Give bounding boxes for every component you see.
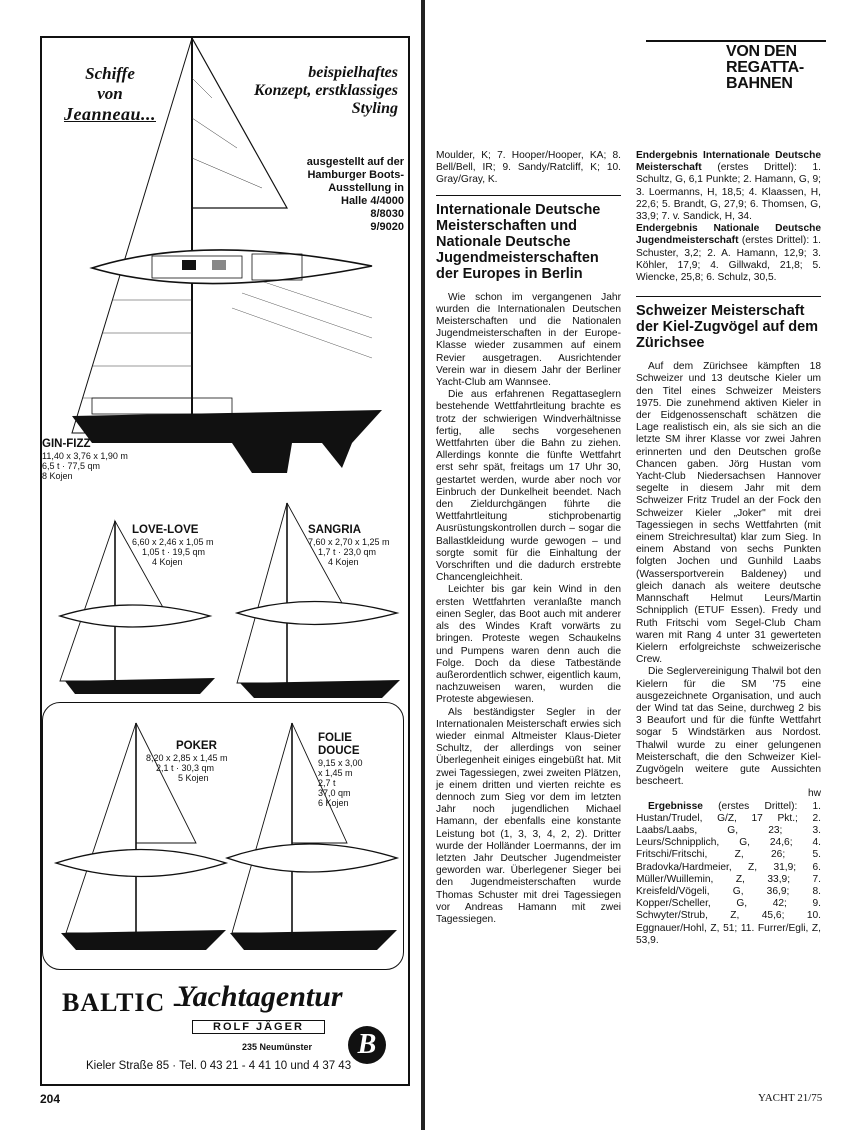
spec-sangria: [308, 524, 390, 567]
ad-title-line1: Schiffe: [85, 64, 135, 83]
dealer-word: BALTIC -: [62, 988, 183, 1017]
spec-line: 6 Kojen: [318, 798, 349, 808]
boat-name: POKER: [176, 740, 217, 752]
result-block-international: [636, 150, 821, 223]
author-signature: hw: [807, 788, 821, 800]
spec-line: 8 Kojen: [42, 471, 73, 481]
dealer-address: Kieler Straße 85 · Tel. 0 43 21 - 4 41 10 und 4 37 43: [86, 1060, 352, 1072]
intro-results: Moulder, K; 7. Hooper/Hooper, KA; 8. Bell/Bell, IR; 9. Sandy/Ratcliff, K; 10. Gray/Gray, K.: [436, 150, 621, 186]
dealer-script: Yachtagentur: [177, 980, 343, 1013]
spec-line: 6,5 t · 77,5 qm: [42, 461, 101, 471]
spec-line: x 1,45 m: [318, 768, 353, 778]
spec-line: 7,60 x 2,70 x 1,25 m: [308, 537, 390, 547]
spec-line: 2,1 t · 30,3 qm: [156, 763, 215, 773]
spec-line: 9,15 x 3,00: [318, 758, 363, 768]
boat-name: LOVE-LOVE: [132, 524, 199, 536]
spec-line: 1,05 t · 19,5 qm: [142, 547, 206, 557]
page-number: 204: [40, 1092, 61, 1106]
spec-folie-douce: [318, 732, 388, 808]
spec-poker: [146, 740, 228, 783]
exhibit-line: Hamburger Boots-: [307, 169, 404, 181]
dealer-logo-icon: B: [348, 1026, 386, 1064]
article-paragraph: Leichter bis gar kein Wind in den ersten Wettfahrten veranlaßte manch einen Segler, das Boot auch mit anderer als des Windes Kraft vorwärts zu bringen. Proteste wegen Schaukelns und Pumpens waren denn auch die Folge. Doch da diese Tatbestände außerordentlich schwer, eigentlich kaum, nachzuweisen waren, wurden die Proteste abgewiesen.: [436, 584, 621, 706]
ad-claim: beispielhaftes Konzept, erstklassiges Styling: [253, 64, 398, 117]
spec-line: 4 Kojen: [328, 557, 359, 567]
spec-gin-fizz: [42, 438, 128, 481]
jeanneau-advertisement: [40, 36, 410, 1086]
exhibit-line: Halle 4/4000: [341, 195, 404, 207]
spec-line: 6,60 x 2,46 x 1,05 m: [132, 537, 214, 547]
dealer-block: [42, 974, 408, 1084]
spec-line: 5 Kojen: [178, 773, 209, 783]
article-paragraph: Wie schon im vergangenen Jahr wurden die Internationalen Deutschen Meisterschaften und die Nationalen Jugendmeisterschaften in der Europe-Klasse wieder zusammen auf einem Revier ausgetragen. Ausrichtender Verein war in diesem Jahr der Berliner Yacht-Club am Wannsee.: [436, 291, 621, 389]
spec-line: 2,7 t: [318, 778, 336, 788]
result-block-youth: [636, 223, 821, 284]
exhibit-line: 8/8030: [370, 208, 404, 220]
article-column-1: [436, 150, 621, 926]
article-column-2: [636, 150, 821, 947]
dealer-city: 235 Neumünster: [242, 1042, 313, 1052]
spec-line: 4 Kojen: [152, 557, 183, 567]
boat-name: FOLIE DOUCE: [318, 732, 360, 757]
headline-europe: Internationale Deutsche Meisterschaften und Nationale Deutsche Jugendmeisterschaften der Europes in Berlin: [436, 201, 601, 282]
spec-line: 8,20 x 2,85 x 1,45 m: [146, 753, 228, 763]
magazine-issue: YACHT 21/75: [758, 1092, 823, 1104]
spec-line: 1,7 t · 23,0 qm: [318, 547, 377, 557]
result-body: (erstes Drittel): 1. Schuster, 3,2; 2. A. Hamann, 12,9; 3. Köhler, 17,9; 4. Gillwakd, 21,8; 5. Wiencke, 25,8; 6. Schulz, 30,5.: [636, 235, 821, 284]
result-body: (erstes Drittel): 1. Hustan/Trudel, G/Z, 17 Pkt.; 2. Laabs/Laabs, G, 23; 3. Leurs/Schnipplich, G, 24,6; 4. Fritschi/Fritschi, Z, 26; 5. Bradovka/Hardmeier, Z, 31,9; 6. Müller/Wuillemin, Z, 33,9; 7. Kreisfeld/Vögeli, G, 36,9; 8. Kopper/Scheller, G, 42; 9. Schwyter/Strub, Z, 45,6; 10. Eggnauer/Hohl, Z, 51; 11. Furrer/Egli, Z, 53,9.: [636, 800, 821, 946]
article-paragraph: Die Seglervereinigung Thalwil bot den Kielern für die SM '75 eine ausgezeichnete Organisation, und auch der Wind tat das Seine, durchweg 2 bis 3 Beaufort und für die fünfte Wettfahrt sogar 5 Windstärken aus Nordost. Thalwil wurde zu einer gelungenen Meisterschaft, die den Schweizer Kiel-Zugvögeln weitere gute Aussichten bescheert.: [636, 666, 821, 788]
headline-kiel-zugvoegel: Schweizer Meisterschaft der Kiel-Zugvögel auf dem Zürichsee: [636, 303, 819, 352]
result-heading: Ergebnisse: [648, 800, 703, 812]
spec-love-love: [132, 524, 214, 567]
gin-fizz-illustration: [52, 38, 402, 478]
exhibit-line: 9/9020: [370, 221, 404, 233]
exhibit-line: Ausstellung in: [328, 182, 404, 194]
result-heading: Endergebnis Nationale Deutsche Jugendmeisterschaft: [636, 223, 821, 247]
article-paragraph: Als beständigster Segler in der Internationalen Meisterschaft erwies sich wieder einmal Altmeister Klaus-Dieter Schultz, der allerdings von seiner Überlegenheit einiges eingebüßt hat. Mit zwei Tagessiegen, zwei zweiten Plätzen, je einem dritten und vierten reichte es dennoch zum Sieg vor dem im letzten Jahr noch jugendlichen Michael Hamann, der ebenfalls eine konstante Leistung bot (1, 3, 3, 4, 2, 2). Dritter wurde der Holländer Loermanns, der im letzten Jahr Deutscher Jugendmeister geworden war. Überlegener Sieger bei den Jugendmeisterschaften wurde Thomas Schuster mit drei Tagessiegen vor Andreas Hamann mit zwei Tagessiegen.: [436, 706, 621, 925]
exhibit-line: ausgestellt auf der: [306, 156, 404, 168]
column-rule: [636, 296, 821, 297]
result-body: (erstes Drittel): 1. Schultz, G, 6,1 Punkte; 2. Hamann, G, 9; 3. Loermanns, H, 18,5; 4. Klaassen, H, 22,6; 5. Brandt, G, 27,9; 6. Thomsen, G, 33,9; 7. v. Sandick, H, 34.: [636, 162, 821, 223]
article-paragraph: Auf dem Zürichsee kämpften 18 Schweizer und 13 deutsche Kieler um den Titel eines Schweizer Meisters 1975. Die zunehmend aktiven Kieler in der Eidgenossenschaft schätzen die Lage realistisch ein, als sie sich an die letzte SM ihrer Klasse vor zwei Jahren erinnerten und den Deutschen große Chancen gaben. Jörg Hustan vom Yacht-Club Niedersachsen Hannover segelte in diesem Jahr mit dem Schweizer Fritz Trudel an der Fock den Schweizer Kieler „Joker" mit drei Tagessiegen in sechs Wettfahrten (mit einem Streichresultat) klar zum Sieg. In einem Abstand von sechs Punkten folgten Jochen und Gunhild Laabs (Wassersportverein Baldeney) und gleich danach als weitere deutsche Mannschaft Helmut Leurs/Martin Schnipplich (ETUF Essen). Fredy und Ruth Fritschi vom Segel-Club Cham waren mit Rang 4 unter 31 gewerteten Kielern erfolgreichste schweizerische Crew.: [636, 361, 821, 666]
spec-line: 37,0 qm: [318, 788, 351, 798]
result-heading: Endergebnis Internationale Deutsche Meisterschaft: [636, 150, 821, 174]
ad-brand-logo: Jeanneau...: [63, 104, 156, 124]
boat-name: SANGRIA: [308, 524, 362, 536]
page-gutter: [421, 0, 425, 1130]
spec-line: 11,40 x 3,76 x 1,90 m: [42, 451, 128, 461]
boat-name: GIN-FIZZ: [42, 438, 91, 450]
dealer-owner: ROLF JÄGER: [192, 1020, 325, 1034]
result-block-swiss: [636, 801, 821, 947]
section-banner: [646, 40, 826, 96]
section-banner-text: VON DEN REGATTA-BAHNEN: [726, 43, 804, 92]
article-paragraph: Die aus erfahrenen Regattaseglern bestehende Wettfahrtleitung brachte es trotz der schwierigen Windverhältnisse fertig, alle sechs vorgesehenen Wettfahrten über die Bahn zu ziehen. Allerdings konnte die fünfte Wettfahrt erst sehr spät, freitags um 17 Uhr 30, gestartet werden, wurde aber noch vor Einbruch der Dunkelheit beendet. Nach den Zieldurchgängen führte die Wettfahrtleitung stichprobenartig Ausrüstungskontrollen durch – sogar die Ballastkleidung wurde gewogen – und sorgte somit für die Einhaltung der Vorschriften und die dadurch erstrebte Chancengleichheit.: [436, 389, 621, 584]
column-rule: [436, 195, 621, 196]
ad-title-line2: von: [97, 84, 123, 103]
